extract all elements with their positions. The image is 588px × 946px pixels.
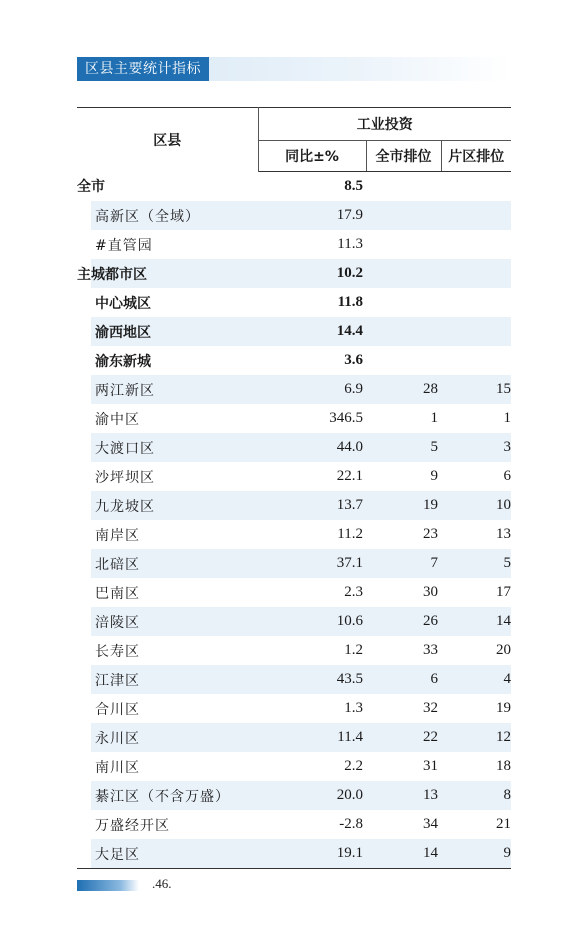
- yoy-cell: 2.2: [344, 758, 363, 774]
- table-body: [77, 172, 511, 869]
- area-rank-cell: 13: [496, 526, 511, 542]
- yoy-cell: -2.8: [339, 816, 363, 832]
- table-row: [77, 694, 511, 723]
- district-name-cell: 主城都市区: [77, 259, 258, 288]
- district-name-cell: 沙坪坝区: [95, 469, 155, 486]
- table-row: [77, 201, 511, 230]
- area-rank-cell: [441, 172, 511, 202]
- district-name-cell: 渝中区: [95, 411, 140, 428]
- city-rank-cell: [366, 288, 441, 317]
- table-row: [77, 665, 511, 694]
- area-rank-cell: 3: [441, 433, 511, 462]
- district-name-cell: 北碚区: [77, 549, 258, 578]
- table-row: [77, 288, 511, 317]
- city-rank-cell: [366, 172, 441, 202]
- table-row: [77, 230, 511, 259]
- city-rank-cell: 5: [366, 433, 441, 462]
- section-title: 区县主要统计指标: [77, 57, 209, 81]
- area-rank-cell: [441, 288, 511, 317]
- city-rank-cell: 22: [366, 723, 441, 752]
- area-rank-cell: 14: [441, 607, 511, 636]
- district-name-cell: 南川区: [95, 759, 140, 776]
- table-row: [77, 810, 511, 839]
- table-row: [77, 520, 511, 549]
- table-row: [77, 433, 511, 462]
- area-rank-cell: 18: [496, 758, 511, 774]
- city-rank-cell: [366, 346, 441, 375]
- area-rank-cell: 15: [441, 375, 511, 404]
- district-name-cell: 高新区（全域）: [77, 201, 258, 230]
- yoy-cell: 6.9: [258, 375, 366, 404]
- yoy-cell: 43.5: [258, 665, 366, 694]
- yoy-cell: 11.4: [258, 723, 366, 752]
- city-rank-cell: 1: [430, 410, 438, 426]
- header-industrial-investment: 工业投资: [258, 108, 511, 141]
- district-name-cell: 合川区: [95, 701, 140, 718]
- area-rank-cell: [441, 230, 511, 259]
- district-name-cell: 大渡口区: [77, 433, 258, 462]
- area-rank-cell: 20: [496, 642, 511, 658]
- city-rank-cell: [366, 317, 441, 346]
- yoy-cell: 8.5: [344, 178, 363, 194]
- yoy-cell: 346.5: [329, 410, 363, 426]
- city-rank-cell: [366, 230, 441, 259]
- district-name-cell: 渝西地区: [77, 317, 258, 346]
- district-name-cell: 长寿区: [95, 643, 140, 660]
- yoy-cell: 10.6: [258, 607, 366, 636]
- district-name-cell: 巴南区: [95, 585, 140, 602]
- statistics-table-wrapper: [77, 107, 511, 869]
- table-row: [77, 404, 511, 433]
- city-rank-cell: 9: [430, 468, 438, 484]
- table-row: [77, 607, 511, 636]
- yoy-cell: 11.2: [337, 526, 363, 542]
- area-rank-cell: 12: [441, 723, 511, 752]
- table-row: [77, 346, 511, 375]
- header-area-rank: 片区排位: [441, 141, 511, 172]
- district-name-cell: 中心城区: [95, 295, 151, 312]
- yoy-cell: 10.2: [258, 259, 366, 288]
- yoy-cell: 14.4: [258, 317, 366, 346]
- city-rank-cell: [366, 201, 441, 230]
- table-row: [77, 375, 511, 404]
- area-rank-cell: 10: [441, 491, 511, 520]
- city-rank-cell: [366, 259, 441, 288]
- district-name-cell: 九龙坡区: [77, 491, 258, 520]
- header-city-rank: 全市排位: [366, 141, 441, 172]
- table-row: [77, 723, 511, 752]
- yoy-cell: 1.3: [344, 700, 363, 716]
- yoy-cell: 20.0: [258, 781, 366, 810]
- statistics-table: [77, 107, 511, 869]
- area-rank-cell: 19: [496, 700, 511, 716]
- city-rank-cell: 14: [366, 839, 441, 869]
- area-rank-cell: 9: [441, 839, 511, 869]
- area-rank-cell: 5: [441, 549, 511, 578]
- yoy-cell: 1.2: [344, 642, 363, 658]
- yoy-cell: 3.6: [344, 352, 363, 368]
- table-row: [77, 781, 511, 810]
- area-rank-cell: [441, 259, 511, 288]
- yoy-cell: 44.0: [258, 433, 366, 462]
- table-row: [77, 752, 511, 781]
- city-rank-cell: 26: [366, 607, 441, 636]
- table-row: [77, 491, 511, 520]
- table-row: [77, 549, 511, 578]
- city-rank-cell: 28: [366, 375, 441, 404]
- header-district: 区县: [77, 108, 258, 172]
- city-rank-cell: 32: [423, 700, 438, 716]
- city-rank-cell: 33: [423, 642, 438, 658]
- district-name-cell: 涪陵区: [77, 607, 258, 636]
- header-yoy: 同比±%: [258, 141, 366, 172]
- district-name-cell: 万盛经开区: [95, 817, 170, 834]
- table-row: [77, 839, 511, 869]
- area-rank-cell: 6: [503, 468, 511, 484]
- table-row: [77, 172, 511, 202]
- district-name-cell: 南岸区: [95, 527, 140, 544]
- district-name-cell: 两江新区: [77, 375, 258, 404]
- yoy-cell: 22.1: [336, 468, 363, 484]
- district-name-cell: 永川区: [77, 723, 258, 752]
- city-rank-cell: 6: [366, 665, 441, 694]
- city-rank-cell: 7: [366, 549, 441, 578]
- city-rank-cell: 30: [423, 584, 438, 600]
- table-row: [77, 259, 511, 288]
- footer-accent-bar: [77, 880, 139, 891]
- area-rank-cell: 21: [496, 816, 511, 832]
- table-row: [77, 636, 511, 665]
- page-number: .46.: [152, 876, 172, 891]
- city-rank-cell: 19: [366, 491, 441, 520]
- yoy-cell: 11.8: [337, 294, 363, 310]
- district-name-cell: 渝东新城: [95, 353, 151, 370]
- city-rank-cell: 23: [423, 526, 438, 542]
- yoy-cell: 37.1: [258, 549, 366, 578]
- yoy-cell: 11.3: [337, 236, 363, 252]
- table-row: [77, 462, 511, 491]
- yoy-cell: 2.3: [344, 584, 363, 600]
- yoy-cell: 19.1: [258, 839, 366, 869]
- city-rank-cell: 13: [366, 781, 441, 810]
- yoy-cell: 13.7: [258, 491, 366, 520]
- district-name-cell: 江津区: [77, 665, 258, 694]
- district-name-cell: #直管园: [95, 237, 153, 254]
- city-rank-cell: 34: [423, 816, 438, 832]
- area-rank-cell: [441, 346, 511, 375]
- area-rank-cell: [441, 317, 511, 346]
- area-rank-cell: 4: [441, 665, 511, 694]
- table-row: [77, 317, 511, 346]
- area-rank-cell: 17: [496, 584, 511, 600]
- district-name-cell: 全市: [77, 179, 105, 196]
- district-name-cell: 綦江区（不含万盛）: [77, 781, 258, 810]
- city-rank-cell: 31: [423, 758, 438, 774]
- table-row: [77, 578, 511, 607]
- area-rank-cell: 1: [503, 410, 511, 426]
- area-rank-cell: [441, 201, 511, 230]
- yoy-cell: 17.9: [258, 201, 366, 230]
- area-rank-cell: 8: [441, 781, 511, 810]
- district-name-cell: 大足区: [77, 839, 258, 869]
